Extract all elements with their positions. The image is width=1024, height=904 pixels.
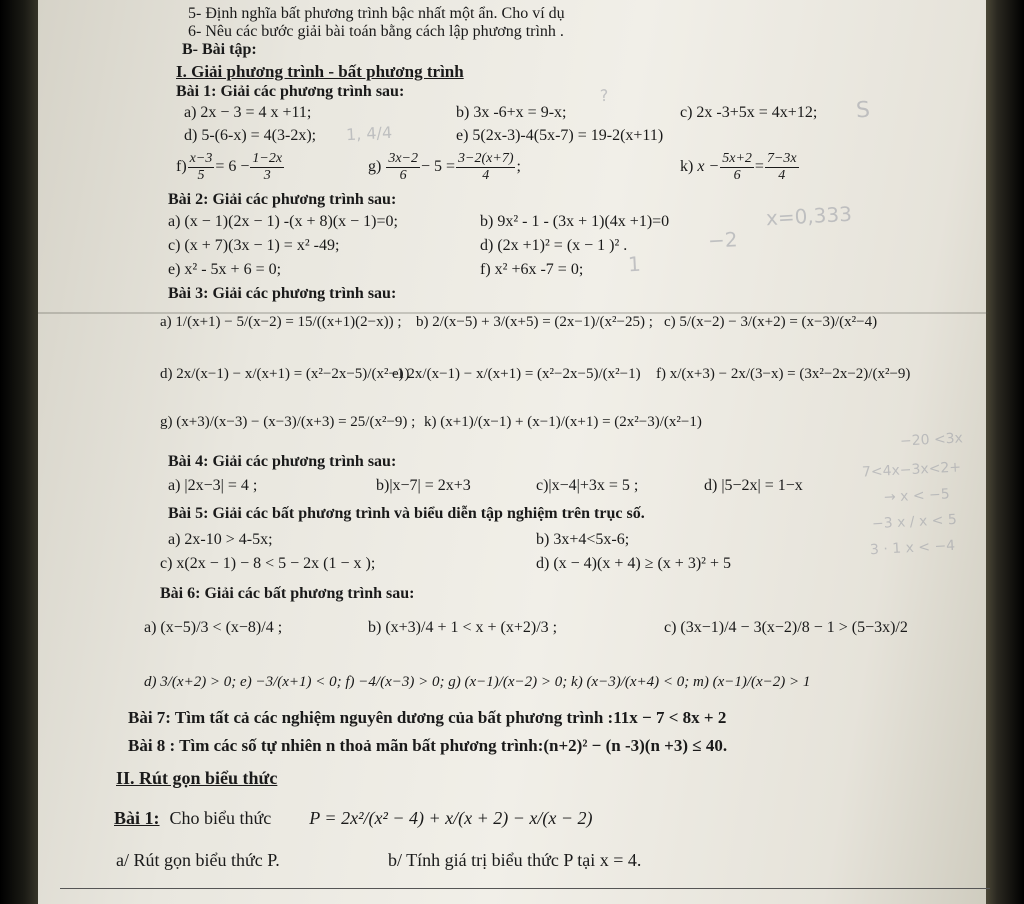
bai3-f: f) x/(x+3) − 2x/(3−x) = (3x²−2x−2)/(x²−9) bbox=[656, 366, 911, 382]
bai1-k-equals: = bbox=[754, 158, 764, 175]
bai3-g: g) (x+3)/(x−3) − (x−3)/(x+3) = 25/(x²−9) ; bbox=[160, 414, 416, 430]
bai1-f-middle: = 6 − bbox=[215, 158, 250, 175]
bai1-g bbox=[368, 148, 521, 186]
bottom-rule bbox=[60, 888, 990, 889]
fraction-denominator: 3 bbox=[263, 167, 271, 183]
section-2-title: II. Rút gọn biểu thức bbox=[116, 768, 278, 788]
fraction-denominator: 6 bbox=[399, 167, 407, 183]
bai5-c: c) x(2x − 1) − 8 < 5 − 2x (1 − x ); bbox=[160, 555, 376, 572]
bai1-g-label: g) bbox=[368, 158, 382, 175]
exercises-heading: B- Bài tập: bbox=[182, 41, 257, 58]
bai1-k bbox=[680, 148, 800, 186]
fraction-denominator: 4 bbox=[778, 167, 786, 183]
bai3-k: k) (x+1)/(x−1) + (x−1)/(x+1) = (2x²−3)/(x²−1) bbox=[424, 414, 702, 430]
bai2-f: f) x² +6x -7 = 0; bbox=[480, 261, 584, 278]
pencil-note: 1, 4/4 bbox=[345, 122, 393, 145]
fraction-numerator: 5x+2 bbox=[722, 150, 752, 166]
bai8: Bài 8 : Tìm các số tự nhiên n thoả mãn bất phương trình:(n+2)² − (n -3)(n +3) ≤ 40. bbox=[128, 736, 728, 755]
pencil-note: x=0,333 bbox=[765, 201, 853, 231]
section2-bai1-text: Cho biểu thức bbox=[169, 808, 272, 828]
section-1-title: I. Giải phương trình - bất phương trình bbox=[176, 62, 464, 81]
bai1-g-middle: − 5 = bbox=[421, 158, 456, 175]
section2-bai1 bbox=[114, 808, 593, 828]
bai4-a: a) |2x−3| = 4 ; bbox=[168, 477, 258, 494]
bai3-a: a) 1/(x+1) − 5/(x−2) = 15/((x+1)(2−x)) ; bbox=[160, 314, 402, 330]
bai5-d: d) (x − 4)(x + 4) ≥ (x + 3)² + 5 bbox=[536, 555, 731, 572]
bai2-e: e) x² - 5x + 6 = 0; bbox=[168, 261, 282, 278]
bai6-b: b) (x+3)/4 + 1 < x + (x+2)/3 ; bbox=[368, 619, 558, 636]
bai1-k-x: x − bbox=[697, 158, 720, 175]
bai3-d: d) 2x/(x−1) − x/(x+1) = (x²−2x−5)/(x²−1) bbox=[160, 366, 410, 382]
bai1-f bbox=[176, 148, 285, 186]
bai2-d: d) (2x +1)² = (x − 1 )² . bbox=[480, 237, 628, 254]
bai4-b: b)|x−7| = 2x+3 bbox=[376, 477, 471, 494]
bai1-f-label: f) bbox=[176, 158, 187, 175]
pencil-note: −20 <3x bbox=[899, 430, 964, 450]
bai2-b: b) 9x² - 1 - (3x + 1)(4x +1)=0 bbox=[480, 213, 670, 230]
bai6-title: Bài 6: Giải các bất phương trình sau: bbox=[160, 585, 415, 602]
bai6-a: a) (x−5)/3 < (x−8)/4 ; bbox=[144, 619, 283, 636]
bai3-c: c) 5/(x−2) − 3/(x+2) = (x−3)/(x²−4) bbox=[664, 314, 878, 330]
review-question-5: 5- Định nghĩa bất phương trình bậc nhất một ẩn. Cho ví dụ bbox=[188, 5, 565, 22]
bai3-title: Bài 3: Giải các phương trình sau: bbox=[168, 285, 397, 302]
bai5-a: a) 2x-10 > 4-5x; bbox=[168, 531, 273, 548]
bai4-c: c)|x−4|+3x = 5 ; bbox=[536, 477, 639, 494]
bai1-b: b) 3x -6+x = 9-x; bbox=[456, 104, 567, 121]
bai1-a: a) 2x − 3 = 4 x +11; bbox=[184, 104, 312, 121]
photo-dark-edge-left bbox=[0, 0, 40, 904]
bai1-title: Bài 1: Giải các phương trình sau: bbox=[176, 83, 405, 100]
bai4-d: d) |5−2x| = 1−x bbox=[704, 477, 803, 494]
bai3-b: b) 2/(x−5) + 3/(x+5) = (2x−1)/(x²−25) ; bbox=[416, 314, 653, 330]
part-b: b/ Tính giá trị biểu thức P tại x = 4. bbox=[388, 850, 642, 870]
photo-dark-edge-right bbox=[986, 0, 1024, 904]
bai1-g-end: ; bbox=[516, 158, 521, 175]
bai5-title: Bài 5: Giải các bất phương trình và biểu diễn tập nghiệm trên trục số. bbox=[168, 505, 645, 522]
fraction-denominator: 5 bbox=[197, 167, 205, 183]
bai7: Bài 7: Tìm tất cả các nghiệm nguyên dương của bất phương trình :11x − 7 < 8x + 2 bbox=[128, 708, 727, 727]
bai4-title: Bài 4: Giải các phương trình sau: bbox=[168, 453, 397, 470]
pencil-note: 3 · 1 x < −4 bbox=[869, 537, 956, 559]
fraction-numerator: 3−2(x+7) bbox=[458, 150, 514, 166]
bai1-k-label: k) bbox=[680, 158, 694, 175]
section2-bai1-label: Bài 1: bbox=[114, 808, 160, 828]
part-a: a/ Rút gọn biểu thức P. bbox=[116, 850, 280, 870]
bai1-c: c) 2x -3+5x = 4x+12; bbox=[680, 104, 818, 121]
bai1-d: d) 5-(6-x) = 4(3-2x); bbox=[184, 127, 317, 144]
pencil-note: 7<4x−3x<2+ bbox=[861, 459, 962, 481]
pencil-note: 1 bbox=[627, 251, 642, 277]
bai3-e: e) 2x/(x−1) − x/(x+1) = (x²−2x−5)/(x²−1) bbox=[392, 366, 641, 382]
pencil-note: → x < −5 bbox=[883, 486, 951, 506]
bai2-title: Bài 2: Giải các phương trình sau: bbox=[168, 191, 397, 208]
review-question-6: 6- Nêu các bước giải bài toán bằng cách lập phương trình . bbox=[188, 23, 564, 40]
bai5-b: b) 3x+4<5x-6; bbox=[536, 531, 630, 548]
bai2-a: a) (x − 1)(2x − 1) -(x + 8)(x − 1)=0; bbox=[168, 213, 398, 230]
pencil-note: ? bbox=[599, 85, 609, 106]
pencil-note: −3 x / x < 5 bbox=[871, 511, 958, 533]
bai6-c: c) (3x−1)/4 − 3(x−2)/8 − 1 > (5−3x)/2 bbox=[664, 619, 908, 636]
fraction-numerator: x−3 bbox=[189, 150, 213, 166]
fraction-numerator: 1−2x bbox=[252, 150, 283, 166]
expression-p: P = 2x²/(x² − 4) + x/(x + 2) − x/(x − 2) bbox=[309, 808, 593, 828]
fraction-denominator: 6 bbox=[733, 167, 741, 183]
bai1-e: e) 5(2x-3)-4(5x-7) = 19-2(x+11) bbox=[456, 127, 664, 144]
bai2-c: c) (x + 7)(3x − 1) = x² -49; bbox=[168, 237, 340, 254]
pencil-note: −2 bbox=[707, 227, 739, 253]
fraction-denominator: 4 bbox=[482, 167, 490, 183]
fraction-numerator: 3x−2 bbox=[388, 150, 418, 166]
pencil-note: S bbox=[855, 97, 871, 124]
bai6-d-to-m: d) 3/(x+2) > 0; e) −3/(x+1) < 0; f) −4/(x−3) > 0; g) (x−1)/(x−2) > 0; k) (x−3)/(x+4) < 0; m) (x−1)/(x−2) > 1 bbox=[144, 674, 811, 690]
fraction-numerator: 7−3x bbox=[766, 150, 797, 166]
